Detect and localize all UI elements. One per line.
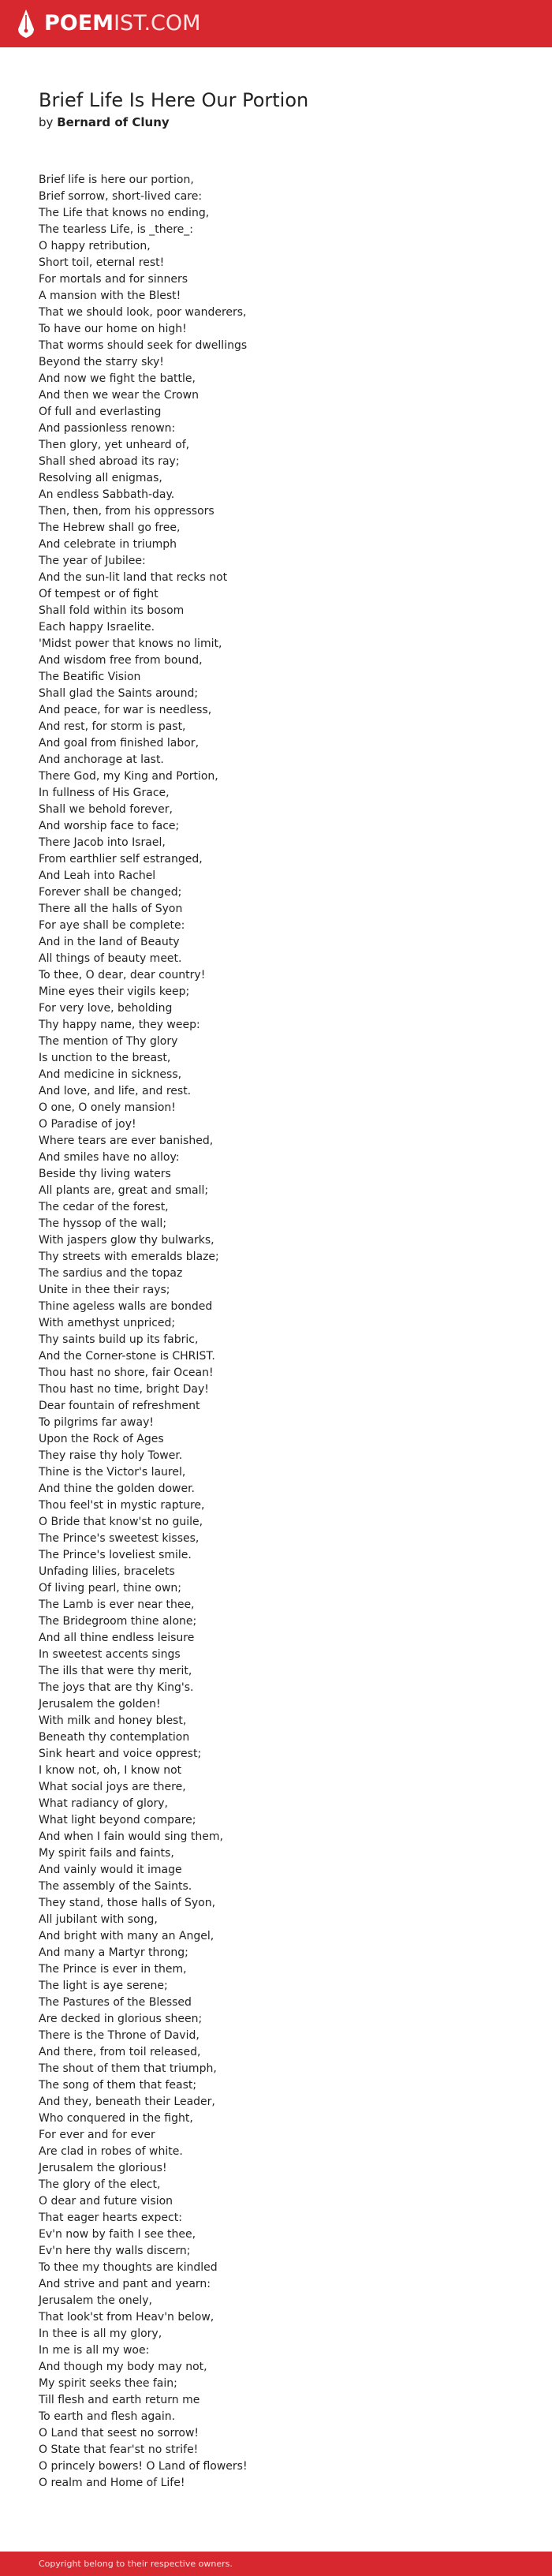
poem-line: And now we fight the battle,	[39, 372, 196, 385]
poem-line: The assembly of the Saints.	[39, 1880, 192, 1893]
poem-line: That look'st from Heav'n below,	[39, 2311, 214, 2324]
poem-line: Who conquered in the fight,	[39, 2112, 193, 2125]
poem-line: All jubilant with song,	[39, 1913, 158, 1926]
poem-line: And thine the golden dower.	[39, 1482, 196, 1495]
poem-line: What radiancy of glory,	[39, 1797, 169, 1810]
poem-line: My spirit seeks thee fain;	[39, 2377, 177, 2390]
poem-line: That worms should seek for dwellings	[39, 339, 248, 352]
poem-line: The sardius and the topaz	[39, 1267, 183, 1280]
poem-line: The joys that are thy King's.	[39, 1681, 194, 1694]
poem-line: Forever shall be changed;	[39, 886, 182, 899]
poem-line: O dear and future vision	[39, 2195, 173, 2208]
poem-line: And there, from toil released,	[39, 2046, 201, 2058]
poem-line: Thou hast no shore, fair Ocean!	[39, 1367, 214, 1379]
poem-line: The Pastures of the Blessed	[39, 1996, 192, 2009]
poem-line: And in the land of Beauty	[39, 936, 180, 948]
poem-line: And the Corner-stone is CHRIST.	[39, 1350, 215, 1363]
poem-line: Brief sorrow, short-lived care:	[39, 190, 203, 203]
poem-line: The song of them that feast;	[39, 2079, 197, 2092]
poem-line: O happy retribution,	[39, 240, 151, 252]
poem-line: All things of beauty meet.	[39, 952, 182, 965]
poem-line: Brief life is here our portion,	[39, 174, 194, 186]
poem-line: Dear fountain of refreshment	[39, 1400, 200, 1412]
poem-line: Where tears are ever banished,	[39, 1135, 214, 1147]
poem-line: In thee is all my glory,	[39, 2327, 162, 2340]
poem-line: There is the Throne of David,	[39, 2029, 200, 2042]
poem-line: And love, and life, and rest.	[39, 1085, 192, 1097]
poem-line: Unfading lilies, bracelets	[39, 1565, 175, 1578]
poem-line: The mention of Thy glory	[39, 1035, 178, 1048]
poem-line: Ev'n here thy walls discern;	[39, 2245, 191, 2257]
poem-line: Are clad in robes of white.	[39, 2145, 183, 2158]
poem-line: Mine eyes their vigils keep;	[39, 985, 190, 998]
poem-line: Thy happy name, they weep:	[39, 1019, 200, 1031]
poem-line: Are decked in glorious sheen;	[39, 2013, 203, 2025]
poem-line: Thine is the Victor's laurel,	[39, 1466, 186, 1479]
poem-line: The ills that were thy merit,	[39, 1665, 192, 1677]
poem-line: With jaspers glow thy bulwarks,	[39, 1234, 214, 1247]
poem-line: The year of Jubilee:	[39, 555, 146, 567]
poem-line: Thy saints build up its fabric,	[39, 1333, 199, 1346]
poem-line: To have our home on high!	[39, 323, 187, 335]
poem-line: To earth and flesh again.	[39, 2410, 176, 2423]
poem-line: My spirit fails and faints,	[39, 1847, 174, 1860]
poem-line: For mortals and for sinners	[39, 273, 188, 286]
poem-line: The Prince is ever in them,	[39, 1963, 187, 1976]
poem-line: The Hebrew shall go free,	[39, 522, 181, 534]
poem-line: And goal from finished labor,	[39, 737, 200, 750]
poem-line: Jerusalem the glorious!	[39, 2162, 167, 2174]
poem-line: And worship face to face;	[39, 820, 180, 832]
poem-line: That eager hearts expect:	[39, 2211, 182, 2224]
poem-line: The Life that knows no ending,	[39, 207, 210, 219]
poem-line: For ever and for ever	[39, 2129, 155, 2141]
poem-line: And wisdom free from bound,	[39, 654, 203, 667]
poem-line: An endless Sabbath-day.	[39, 488, 175, 501]
poem-line: Shall we behold forever,	[39, 803, 173, 816]
poem-line: And smiles have no alloy:	[39, 1151, 180, 1164]
poem-line: And vainly would it image	[39, 1864, 182, 1876]
poem-line: What social joys are there,	[39, 1781, 186, 1793]
poem-line: There God, my King and Portion,	[39, 770, 218, 783]
poem-line: A mansion with the Blest!	[39, 290, 181, 302]
poem-line: And many a Martyr throng;	[39, 1946, 188, 1959]
poem-line: What light beyond compare;	[39, 1814, 196, 1826]
poem-line: Short toil, eternal rest!	[39, 256, 165, 269]
poem-line: The light is aye serene;	[39, 1980, 168, 1992]
poem-line: The glory of the elect,	[39, 2178, 161, 2191]
poem-line: The Bridegroom thine alone;	[39, 1615, 197, 1628]
site-logo[interactable]	[17, 8, 200, 39]
footer-copyright: Copyright belong to their respective owners.	[39, 2559, 233, 2569]
logo-wordmark-light: IST.COM	[114, 11, 201, 36]
poem-line: In fullness of His Grace,	[39, 787, 170, 799]
poem-line: And all thine endless leisure	[39, 1632, 195, 1644]
poem-line: Then glory, yet unheard of,	[39, 439, 190, 451]
poem-line: In me is all my woe:	[39, 2344, 150, 2357]
poem-line: For aye shall be complete:	[39, 919, 185, 932]
poem-line: O princely bowers! O Land of flowers!	[39, 2460, 248, 2473]
poem-line: O State that fear'st no strife!	[39, 2443, 199, 2456]
poem-line: Shall fold within its bosom	[39, 604, 185, 617]
poem-body	[39, 172, 512, 2492]
poem-line: Beside thy living waters	[39, 1168, 171, 1180]
poem-line: The Lamb is ever near thee,	[39, 1598, 195, 1611]
poem-line: To thee, O dear, dear country!	[39, 969, 206, 981]
poem-line: O realm and Home of Life!	[39, 2477, 185, 2489]
poem-line: And Leah into Rachel	[39, 869, 156, 882]
logo-wordmark	[44, 8, 200, 39]
poem-line: There Jacob into Israel,	[39, 836, 166, 849]
poem-line: And then we wear the Crown	[39, 389, 199, 402]
poem-line: The shout of them that triumph,	[39, 2062, 217, 2075]
poem-line: Resolving all enigmas,	[39, 472, 162, 484]
poem-line: All plants are, great and small;	[39, 1184, 209, 1197]
poem-line: Then, then, from his oppressors	[39, 505, 214, 518]
poem-line: And passionless renown:	[39, 422, 176, 435]
poem-line: O Bride that know'st no guile,	[39, 1516, 203, 1528]
poem-line: And bright with many an Angel,	[39, 1930, 214, 1942]
poem-line: 'Midst power that knows no limit,	[39, 637, 222, 650]
poem-line: The Prince's loveliest smile.	[39, 1549, 192, 1561]
poem-line: The tearless Life, is _there_:	[39, 223, 193, 236]
poem-line: Till flesh and earth return me	[39, 2394, 200, 2406]
poem-line: To pilgrims far away!	[39, 1416, 154, 1429]
poem-line: And anchorage at last.	[39, 753, 164, 766]
poem-line: In sweetest accents sings	[39, 1648, 181, 1661]
poem-line: Thou feel'st in mystic rapture,	[39, 1499, 205, 1512]
poem-title: Brief Life Is Here Our Portion	[39, 89, 309, 111]
poem-byline	[39, 114, 170, 130]
pen-nib-icon	[17, 9, 35, 39]
poem-line: To thee my thoughts are kindled	[39, 2261, 218, 2274]
poem-line: The Prince's sweetest kisses,	[39, 1532, 200, 1545]
poem-line: Sink heart and voice opprest;	[39, 1748, 202, 1760]
poem-line: The hyssop of the wall;	[39, 1217, 167, 1230]
poem-line: The cedar of the forest,	[39, 1201, 169, 1213]
poem-line: And celebrate in triumph	[39, 538, 177, 551]
poem-line: O Land that seest no sorrow!	[39, 2427, 200, 2440]
logo-wordmark-bold: POEM	[44, 11, 114, 36]
poem-line: Unite in thee their rays;	[39, 1284, 170, 1296]
poem-line: Of tempest or of fight	[39, 588, 159, 600]
poem-line: Shall glad the Saints around;	[39, 687, 199, 700]
poem-line: For very love, beholding	[39, 1002, 173, 1015]
poem-line: With amethyst unpriced;	[39, 1317, 176, 1329]
poem-line: Beneath thy contemplation	[39, 1731, 190, 1744]
poem-line: Jerusalem the golden!	[39, 1698, 161, 1710]
poem-line: The Beatific Vision	[39, 671, 141, 683]
poem-line: And when I fain would sing them,	[39, 1830, 223, 1843]
poem-line: From earthlier self estranged,	[39, 853, 203, 866]
poem-line: With milk and honey blest,	[39, 1714, 187, 1727]
poem-line: Ev'n now by faith I see thee,	[39, 2228, 196, 2241]
poem-line: Beyond the starry sky!	[39, 356, 164, 368]
poem-line: And peace, for war is needless,	[39, 704, 212, 716]
poem-line: Thy streets with emeralds blaze;	[39, 1251, 219, 1263]
poem-line: And medicine in sickness,	[39, 1068, 182, 1081]
poem-line: Thou hast no time, bright Day!	[39, 1383, 209, 1396]
poem-line: O Paradise of joy!	[39, 1118, 136, 1131]
site-header	[0, 0, 552, 47]
poem-line: I know not, oh, I know not	[39, 1764, 182, 1777]
poem-line: And rest, for storm is past,	[39, 720, 186, 733]
poem-line: They raise thy holy Tower.	[39, 1449, 183, 1462]
poem-line: Jerusalem the onely,	[39, 2294, 152, 2307]
poem-line: Each happy Israelite.	[39, 621, 155, 634]
poem-author[interactable]: Bernard of Cluny	[57, 115, 170, 129]
poem-line: Shall shed abroad its ray;	[39, 455, 180, 468]
poem-line: Thine ageless walls are bonded	[39, 1300, 213, 1313]
site-footer	[0, 2552, 552, 2576]
poem-line: Of full and everlasting	[39, 406, 162, 418]
by-label: by	[39, 115, 54, 129]
poem-line: And strive and pant and yearn:	[39, 2278, 211, 2290]
poem-line: O one, O onely mansion!	[39, 1101, 176, 1114]
poem-line: They stand, those halls of Syon,	[39, 1897, 216, 1909]
poem-line: There all the halls of Syon	[39, 903, 183, 915]
poem-line: And though my body may not,	[39, 2361, 207, 2373]
poem-line: And they, beneath their Leader,	[39, 2096, 215, 2108]
poem-line: Upon the Rock of Ages	[39, 1433, 164, 1445]
poem-line: Of living pearl, thine own;	[39, 1582, 181, 1595]
poem-line: Is unction to the breast,	[39, 1052, 171, 1064]
poem-line: That we should look, poor wanderers,	[39, 306, 247, 319]
poem-line: And the sun-lit land that recks not	[39, 571, 228, 584]
